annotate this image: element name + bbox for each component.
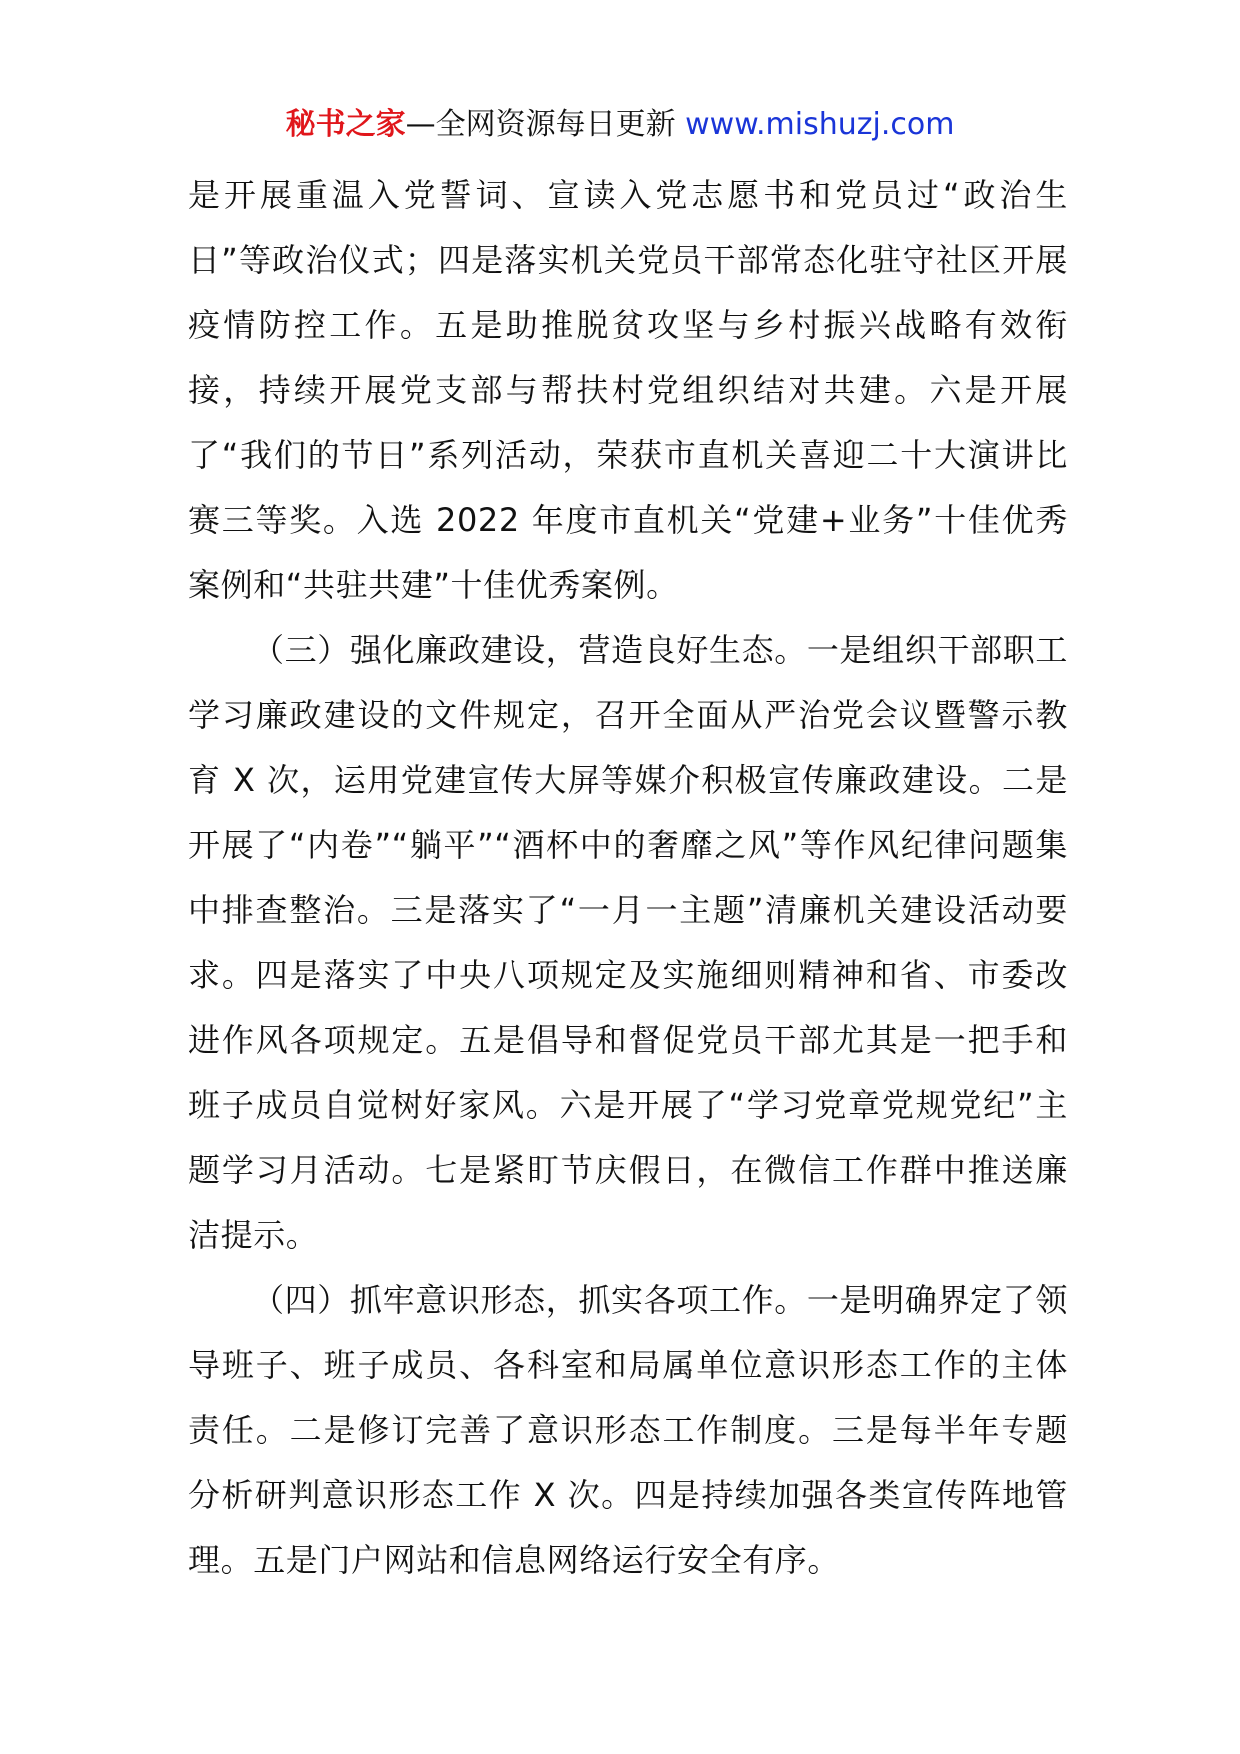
- header-tagline: —全网资源每日更新: [405, 107, 676, 142]
- paragraph-section-4: （四）抓牢意识形态，抓实各项工作。一是明确界定了领导班子、班子成员、各科室和局属单位意识形态工作的主体责任。二是修订完善了意识形态工作制度。三是每半年专题分析研判意识形态工作 X 次。四是持续加强各类宣传阵地管理。五是门户网站和信息网络运行安全有序。: [188, 1281, 1068, 1579]
- page-header: [0, 100, 1240, 150]
- paragraph-section-3: （三）强化廉政建设，营造良好生态。一是组织干部职工学习廉政建设的文件规定，召开全面从严治党会议暨警示教育 X 次，运用党建宣传大屏等媒介积极宣传廉政建设。二是开展了“内卷”“躺平”“酒杯中的奢靡之风”等作风纪律问题集中排查整治。三是落实了“一月一主题”清廉机关建设活动要求。四是落实了中央八项规定及实施细则精神和省、市委改进作风各项规定。五是倡导和督促党员干部尤其是一把手和班子成员自觉树好家风。六是开展了“学习党章党规党纪”主题学习月活动。七是紧盯节庆假日，在微信工作群中推送廉洁提示。: [188, 631, 1068, 1254]
- paragraph-continuation: 是开展重温入党誓词、宣读入党志愿书和党员过“政治生日”等政治仪式；四是落实机关党员干部常态化驻守社区开展疫情防控工作。五是助推脱贫攻坚与乡村振兴战略有效衔接，持续开展党支部与帮扶村党组织结对共建。六是开展了“我们的节日”系列活动，荣获市直机关喜迎二十大演讲比赛三等奖。入选 2022 年度市直机关“党建+业务”十佳优秀案例和“共驻共建”十佳优秀案例。: [188, 176, 1068, 604]
- brand-name: 秘书之家: [285, 107, 406, 142]
- document-body: [188, 163, 1068, 1593]
- website-link[interactable]: www.mishuzj.com: [685, 107, 955, 142]
